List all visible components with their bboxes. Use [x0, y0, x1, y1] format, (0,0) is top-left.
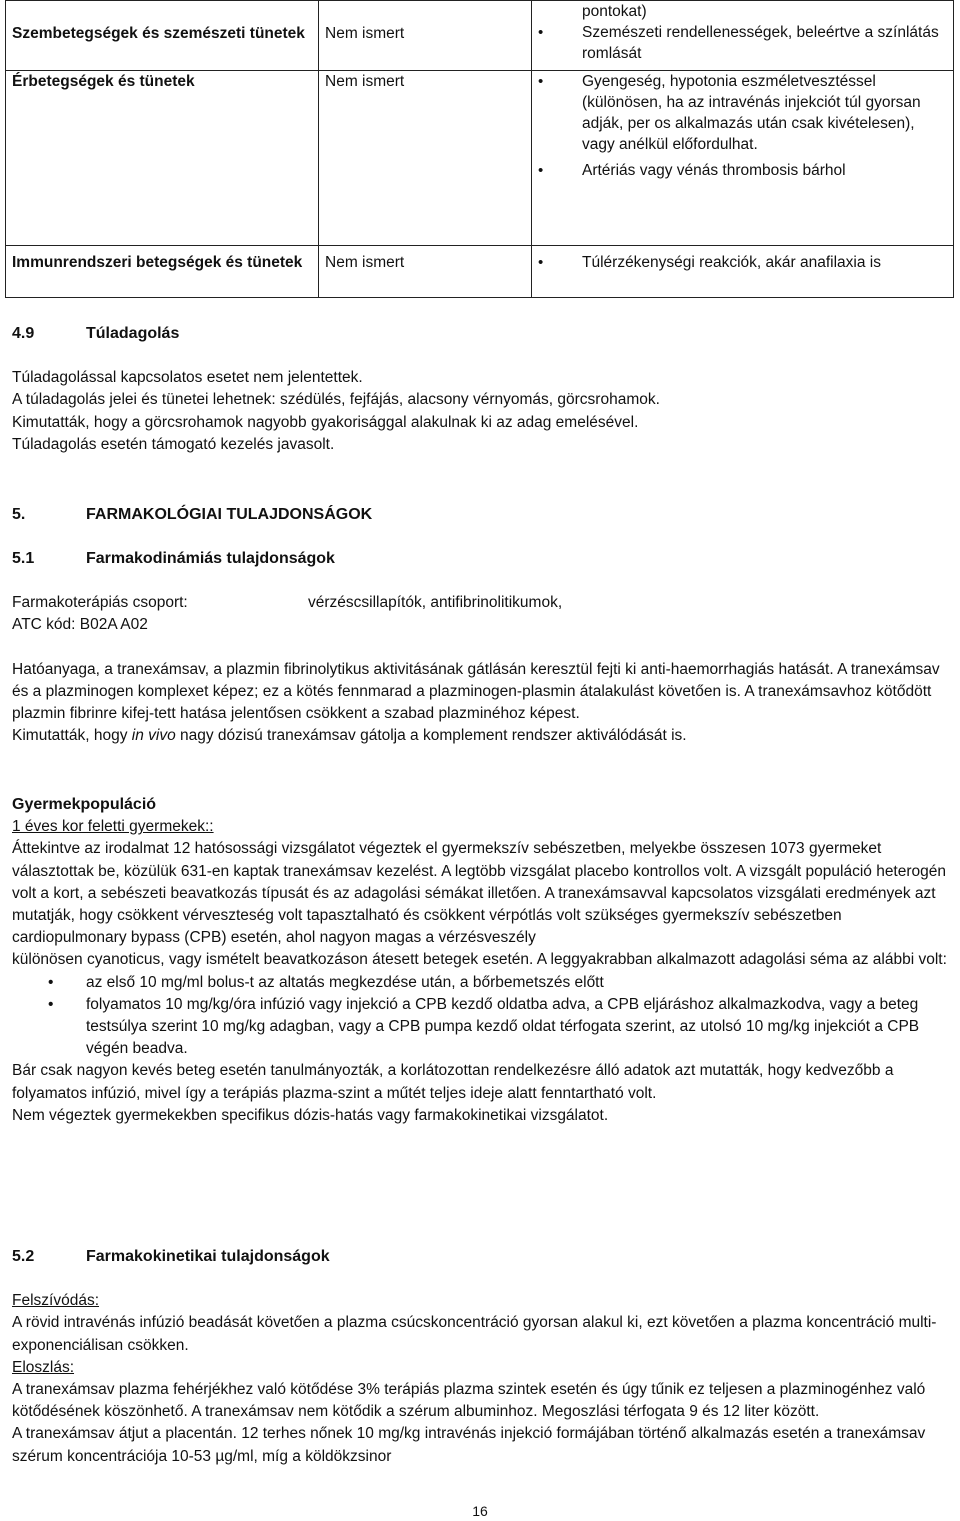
cell-text: pontokat) [582, 3, 647, 20]
system-organ-class [6, 1, 319, 71]
page-number: 16 [472, 1503, 488, 1519]
frequency-cell [319, 71, 532, 246]
pharmacotherapeutic-group [12, 592, 947, 614]
effects-cell [532, 71, 954, 246]
frequency-cell [319, 1, 532, 71]
section-title: FARMAKOLÓGIAI TULAJDONSÁGOK [86, 506, 373, 523]
section-5-1 [12, 548, 947, 747]
list-item: • folyamatos 10 mg/kg/óra infúzió vagy injekció a CPB kezdő oldatba adva, a CPB eljáráshoz alkalmazkodva, vagy a beteg testsúlya szerint 10 mg/kg adagban, vagy a CPB pumpa kezdő oldat térfogata szerint, az utolsó 10 mg/kg injekciót a CPB végén beadva. [12, 994, 947, 1061]
field-label: Farmakoterápiás csoport: [12, 594, 188, 612]
section-title: Farmakodinámiás tulajdonságok [86, 550, 335, 567]
side-effects-table [5, 0, 954, 298]
paragraph: A rövid intravénás infúzió beadását követően a plazma csúcskoncentráció gyorsan alakul ki, ezt követően a plazma koncentráció multi-exponenciálisan csökken. [12, 1314, 937, 1354]
subsection-subheading: 1 éves kor feletti gyermekek:: [12, 818, 214, 836]
table-row [6, 71, 954, 246]
table-row [6, 246, 954, 298]
field-value: vérzéscsillapítók, antifibrinolitikumok, [308, 594, 563, 612]
effects-cell [532, 1, 954, 71]
paragraph: Áttekintve az irodalmat 12 hatósossági vizsgálatot végeztek el gyermekszív sebészetben, melyekbe összesen 1073 gyermeket választottak be, közülük 631-en kaptak tranexámsav kezelést. A legtöbb vizsgálat placebo kontrollos volt. A vizsgált populáció heterogén volt a kort, a sebészeti beavatkozás típusát és az adagolási sémákat illetően. A tranexámsavval kapcsolatos vizsgálati eredmények azt mutatják, hogy csökkent vérveszteség volt tapasztalható és csökkent vérpótlás volt szükséges gyermekszív sebészetben cardiopulmonary bypass (CPB) esetén, ahol nagyon magas a vérzésveszély [12, 840, 947, 947]
section-number: 5.2 [12, 1248, 35, 1265]
paragraph: A tranexámsav plazma fehérjékhez való kötődése 3% terápiás plazma szintek esetén és úgy tűnik ez teljesen a plazminogénhez való kötődésének köszönhető. A tranexámsav nem kötődik a szérum albuminhoz. Megoszlási térfogata 9 és 12 liter között. [12, 1381, 926, 1421]
list-item: • Túlérzékenységi reakciók, akár anafilaxia is [538, 252, 947, 273]
subsection-label: Eloszlás: [12, 1358, 75, 1376]
section-heading [12, 1246, 947, 1268]
paragraph [12, 725, 947, 747]
paragraph-line: A túladagolás jelei és tünetei lehetnek: szédülés, fejfájás, alacsony vérnyomás, görcsrohamok. [12, 391, 660, 409]
cell-text: Érbetegségek és tünetek [12, 73, 195, 90]
list-item: • Gyengeség, hypotonia eszméletvesztéssel (különösen, ha az intravénás injekciót túl gyorsan adják, per os alkalmazás után csak kivételesen), vagy anélkül előfordulhat. [538, 71, 947, 155]
cell-text: Nem ismert [325, 73, 405, 90]
cell-text: Immunrendszeri betegségek és tünetek [12, 254, 303, 271]
section-heading [12, 323, 947, 345]
atc-code: ATC kód: B02A A02 [12, 616, 148, 634]
section-number: 5. [12, 506, 26, 523]
section-5 [12, 504, 947, 526]
section-heading [12, 504, 947, 526]
paragraph-line: Túladagolással kapcsolatos esetet nem jelentettek. [12, 369, 363, 387]
paragraph: Bár csak nagyon kevés beteg esetén tanulmányozták, a korlátozottan rendelkezésre álló adatok azt mutatták, hogy kedvezőbb a folyamatos infúzió, mivel így a terápiás plazma-szint a műtét teljes ideje alatt fenntartható volt. [12, 1062, 894, 1102]
paragraph: Hatóanyaga, a tranexámsav, a plazmin fibrinolytikus aktivitásának gátlásán keresztül fejti ki anti-haemorrhagiás hatását. A tranexámsav és a plazminogen komplexet képez; ez a kötés fennmarad a plazminogen-plasmin átalakulást követően is. A tranexámsavhoz kötődött plazmin fibrinre kifej-tett hatása jelentősen csökkent a szabad plazminéhoz képest. [12, 660, 940, 723]
subsection-heading: Gyermekpopuláció [12, 796, 157, 813]
paragraph: Nem végeztek gyermekekben specifikus dózis-hatás vagy farmakokinetikai vizsgálatot. [12, 1106, 609, 1124]
paragraph-line: Túladagolás esetén támogató kezelés javasolt. [12, 435, 335, 453]
cell-text: Nem ismert [325, 25, 405, 42]
cell-text: Szembetegségek és szemészeti tünetek [12, 25, 305, 42]
section-title: Túladagolás [86, 325, 180, 342]
text-run: nagy dózisú tranexámsav gátolja a komplement rendszer aktiválódását is. [175, 727, 687, 745]
italic-text: in vivo [131, 727, 176, 745]
list-item: • Szemészeti rendellenességek, beleértve a színlátás romlását [538, 22, 947, 64]
section-number: 5.1 [12, 550, 35, 567]
table-row [6, 1, 954, 71]
section-title: Farmakokinetikai tulajdonságok [86, 1248, 330, 1265]
list-item: • az első 10 mg/ml bolus-t az altatás megkezdése után, a bőrbemetszés előtt [12, 972, 947, 994]
section-number: 4.9 [12, 325, 35, 342]
list-item: • Artériás vagy vénás thrombosis bárhol [538, 160, 947, 181]
effects-cell [532, 246, 954, 298]
paragraph-line: Kimutatták, hogy a görcsrohamok nagyobb gyakorisággal alakulnak ki az adag emelésével. [12, 413, 639, 431]
section-heading [12, 548, 947, 570]
section-5-2 [12, 1246, 947, 1468]
frequency-cell [319, 246, 532, 298]
pediatric-section [12, 794, 947, 1127]
paragraph: különösen cyanoticus, vagy ismételt beavatkozáson átesett betegek esetén. A leggyakrabban alkalmazott adagolási séma az alábbi volt: [12, 951, 947, 969]
cell-text: Nem ismert [325, 254, 405, 271]
section-4-9 [12, 323, 947, 456]
paragraph: A tranexámsav átjut a placentán. 12 terhes nőnek 10 mg/kg intravénás injekció formájában történő alkalmazás esetén a tranexámsav szérum koncentrációja 10-53 µg/ml, míg a köldökzsinor [12, 1425, 926, 1465]
subsection-label: Felszívódás: [12, 1292, 100, 1310]
system-organ-class [6, 246, 319, 298]
text-run: Kimutatták, hogy [12, 727, 132, 745]
system-organ-class [6, 71, 319, 246]
